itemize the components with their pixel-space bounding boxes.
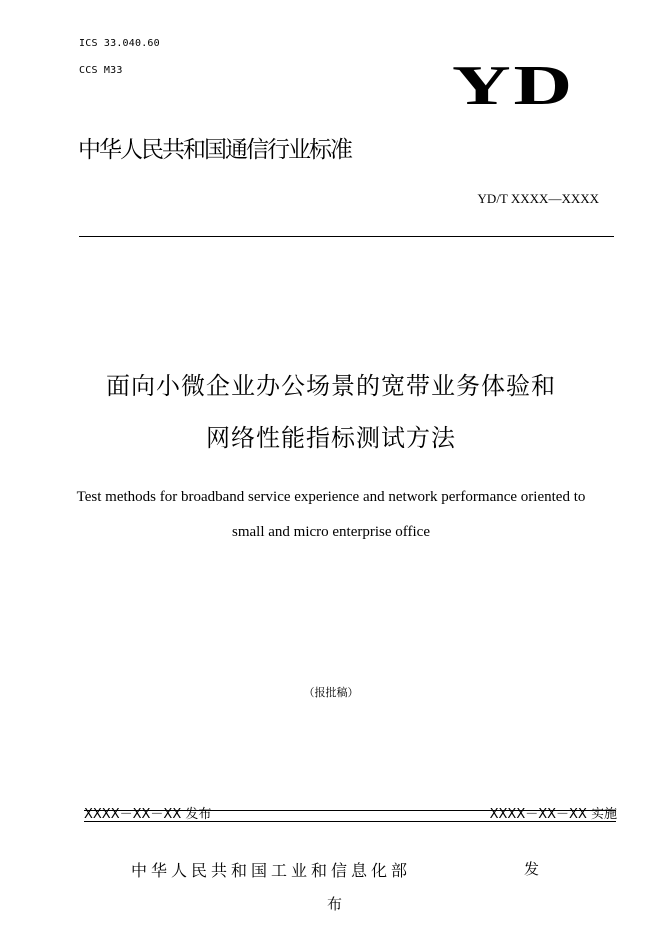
yd-logo: YD xyxy=(452,55,576,117)
issue-date: XXXX－XX－XX 发布 xyxy=(84,807,212,822)
header-divider xyxy=(79,236,614,237)
document-title-en-line2: small and micro enterprise office xyxy=(232,524,430,540)
ccs-code: CCS M33 xyxy=(79,65,123,76)
publish-label-part2: 布 xyxy=(327,895,343,913)
issuing-authority: 中华人民共和国工业和信息化部 xyxy=(131,861,412,880)
document-title-cn-line1: 面向小微企业办公场景的宽带业务体验和 xyxy=(106,372,556,400)
publish-label-part1: 发 xyxy=(524,860,540,878)
document-title-en-line1: Test methods for broadband service experience and network performance oriented to xyxy=(76,489,586,505)
document-title-cn-line2: 网络性能指标测试方法 xyxy=(206,424,456,452)
footer-divider-bottom xyxy=(84,821,616,822)
standard-number: YD/T XXXX—XXXX xyxy=(477,191,599,206)
industry-standard-title: 中华人民共和国通信行业标准 xyxy=(78,137,351,163)
draft-status-label: （报批稿） xyxy=(303,686,359,699)
footer-divider-top xyxy=(84,810,616,811)
ics-code: ICS 33.040.60 xyxy=(79,38,160,49)
implementation-date: XXXX－XX－XX 实施 xyxy=(489,807,617,822)
